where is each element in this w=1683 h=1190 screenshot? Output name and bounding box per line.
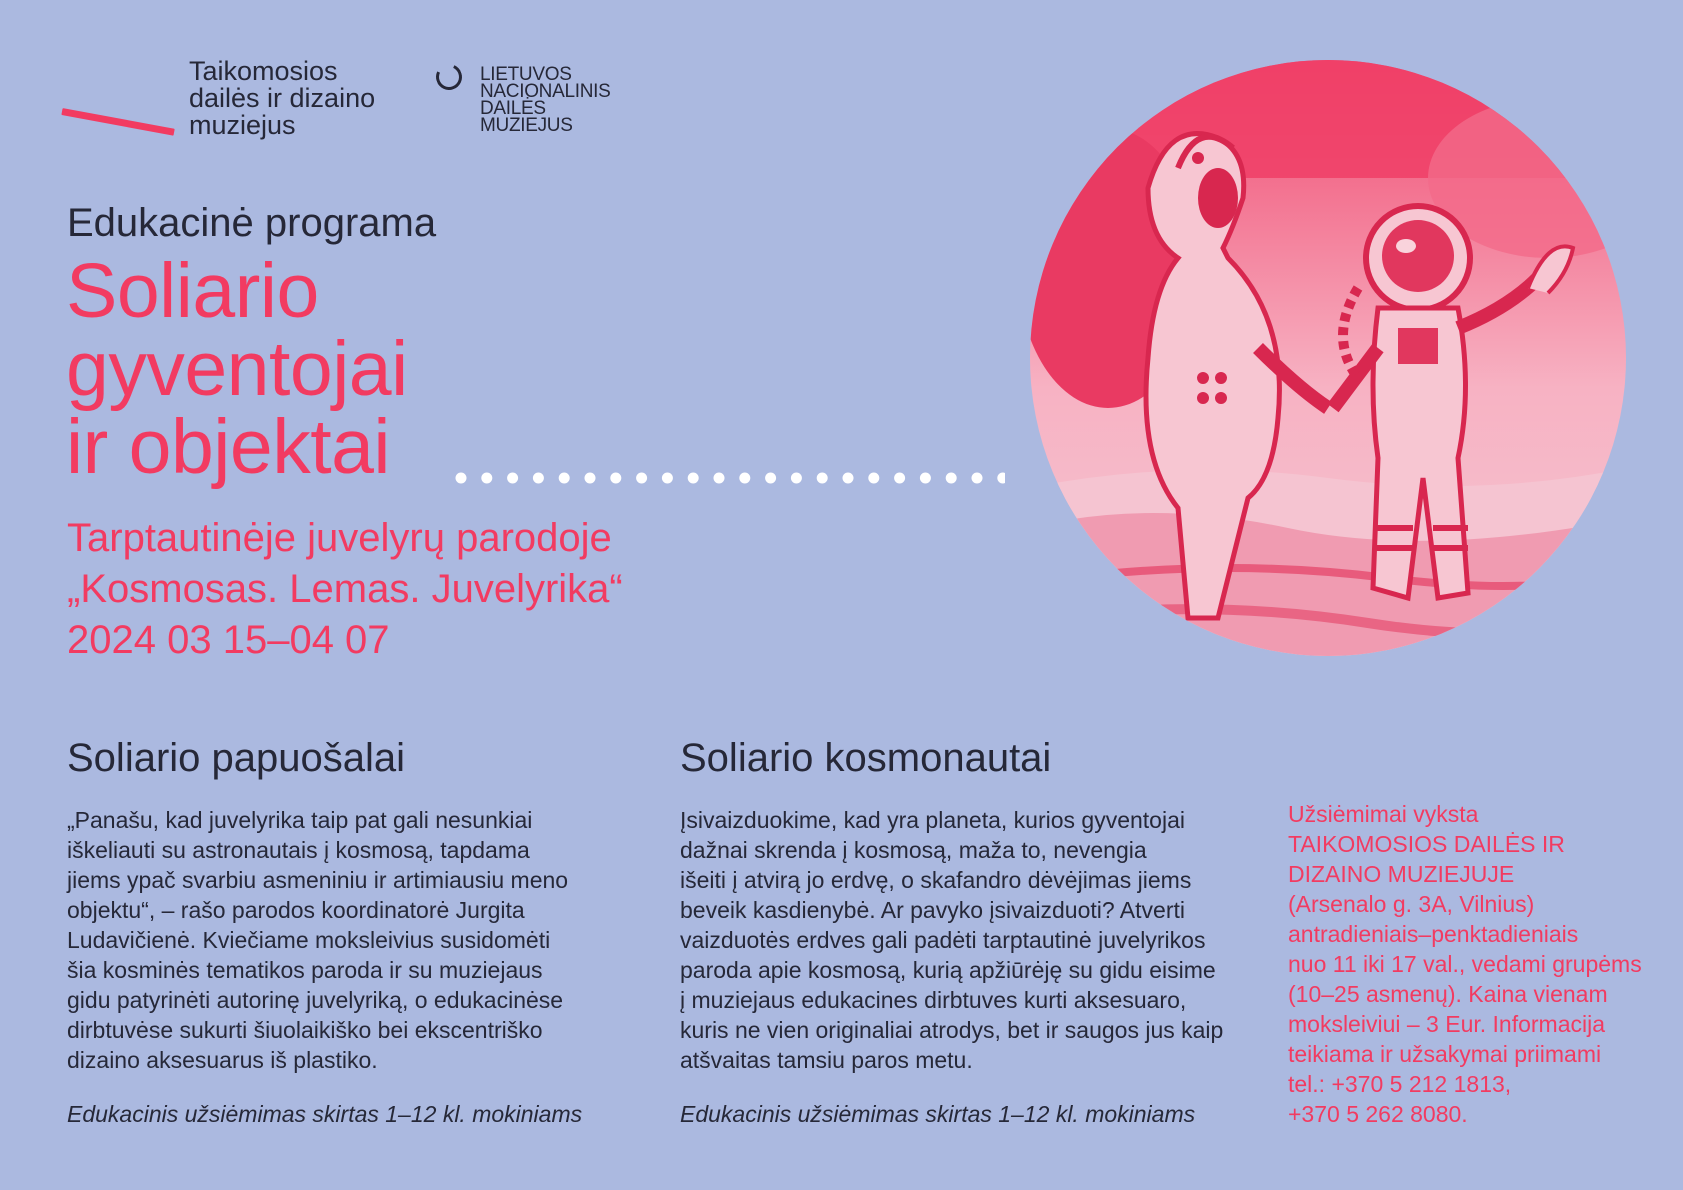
col2-body <box>680 805 1223 1075</box>
museum-logo-slash <box>61 108 174 136</box>
title-line: ir objektai <box>66 404 391 490</box>
col2-body-line: beveik kasdienybė. Ar pavyko įsivaizduoti? Atverti <box>680 897 1185 923</box>
col2-body-line: išeiti į atvirą jo erdvę, o skafandro dėvėjimas jiems <box>680 867 1192 893</box>
program-kicker: Edukacinė programa <box>67 201 437 245</box>
divider-dot <box>920 473 931 484</box>
visit-info <box>1288 799 1648 1129</box>
col1-body-line: dirbtuvėse sukurti šiuolaikiško bei ekscentriško <box>67 1017 543 1043</box>
exhibition-line: Tarptautinėje juvelyrų parodoje <box>67 516 612 560</box>
col1-body-line: gidu patyrinėti autorinę juvelyriką, o edukacinėse <box>67 987 564 1013</box>
divider-dot <box>868 473 879 484</box>
museum-logo-line: muziejus <box>189 110 296 140</box>
divider-dot <box>765 473 776 484</box>
info-line: DIZAINO MUZIEJUJE <box>1288 861 1515 887</box>
divider-dot <box>894 473 905 484</box>
col2-body-line: Įsivaizduokime, kad yra planeta, kurios gyventojai <box>680 807 1185 833</box>
divider-dot <box>739 473 750 484</box>
program-title <box>66 248 408 490</box>
national-museum-logo-text <box>480 66 611 134</box>
divider-dot <box>456 473 467 484</box>
info-line: (Arsenalo g. 3A, Vilnius) <box>1288 891 1535 917</box>
national-museum-ring-icon <box>432 60 465 93</box>
divider-dot <box>481 473 492 484</box>
title-line: gyventojai <box>66 326 408 412</box>
national-logo-line: NACIONALINIS <box>480 81 611 102</box>
col2-body-line: kuris ne vien originaliai atrodys, bet ir saugos jus kaip <box>680 1017 1224 1043</box>
divider-dot <box>507 473 518 484</box>
divider-dot <box>714 473 725 484</box>
divider-dot <box>688 473 699 484</box>
col1-note: Edukacinis užsiėmimas skirtas 1–12 kl. mokiniams <box>67 1101 583 1127</box>
national-logo-line: DAILĖS <box>480 98 546 119</box>
col1-title: Soliario papuošalai <box>67 736 406 780</box>
info-line: moksleiviui – 3 Eur. Informacija <box>1288 1011 1606 1037</box>
divider-dot <box>972 473 983 484</box>
divider-dot <box>997 473 1005 484</box>
col1-body-line: iškeliauti su astronautais į kosmosą, tapdama <box>67 837 530 863</box>
divider-dot <box>559 473 570 484</box>
divider-dot <box>946 473 957 484</box>
divider-dot <box>533 473 544 484</box>
col1-body-line: šia kosminės tematikos paroda ir su muziejaus <box>67 957 543 983</box>
astronaut-figurines-photo <box>1028 58 1628 658</box>
museum-logo-text <box>189 58 375 139</box>
col2-body-line: dažnai skrenda į kosmosą, maža to, nevengia <box>680 837 1147 863</box>
info-line: TAIKOMOSIOS DAILĖS IR <box>1288 831 1565 857</box>
divider-dot <box>636 473 647 484</box>
col2-body-line: vaizduotės erdves gali padėti tarptautinė juvelyrikos <box>680 927 1206 953</box>
col2-note: Edukacinis užsiėmimas skirtas 1–12 kl. mokiniams <box>680 1101 1196 1127</box>
divider-dot <box>817 473 828 484</box>
col1-body-line: objektu“, – rašo parodos koordinatorė Jurgita <box>67 897 525 923</box>
divider-dot <box>662 473 673 484</box>
col1-body <box>67 805 568 1075</box>
col2-body-line: į muziejaus edukacines dirbtuves kurti aksesuaro, <box>680 987 1187 1013</box>
exhibition-dates: 2024 03 15–04 07 <box>67 618 390 662</box>
phone-line: +370 5 262 8080. <box>1288 1101 1468 1127</box>
info-line: nuo 11 iki 17 val., vedami grupėms <box>1288 951 1642 977</box>
museum-logo-line: Taikomosios <box>189 56 338 86</box>
col1-body-line: „Panašu, kad juvelyrika taip pat gali nesunkiai <box>67 807 533 833</box>
col2-title: Soliario kosmonautai <box>680 736 1052 780</box>
col2-body-line: atšvaitas tamsiu paros metu. <box>680 1047 973 1073</box>
info-line: (10–25 asmenų). Kaina vienam <box>1288 981 1608 1007</box>
col1-body-line: jiems ypač svarbiu asmeniniu ir artimiausiu meno <box>67 867 569 893</box>
col2-body-line: paroda apie kosmosą, kurią apžiūrėję su gidu eisime <box>680 957 1216 983</box>
exhibition-line: „Kosmosas. Lemas. Juvelyrika“ <box>67 567 623 611</box>
col1-body-line: Ludavičienė. Kviečiame moksleivius susidomėti <box>67 927 551 953</box>
divider-dot <box>585 473 596 484</box>
divider-dot <box>610 473 621 484</box>
info-line: antradieniais–penktadieniais <box>1288 921 1579 947</box>
museum-logo-line: dailės ir dizaino <box>189 83 376 113</box>
info-line: Užsiėmimai vyksta <box>1288 801 1479 827</box>
info-line: teikiama ir užsakymai priimami <box>1288 1041 1602 1067</box>
exhibition-info <box>67 513 623 666</box>
col1-body-line: dizaino aksesuarus iš plastiko. <box>67 1047 378 1073</box>
divider-dot <box>843 473 854 484</box>
national-logo-line: LIETUVOS <box>480 64 572 85</box>
divider-dot <box>791 473 802 484</box>
dotted-divider <box>455 470 1005 486</box>
national-logo-line: MUZIEJUS <box>480 115 573 136</box>
phone-line: tel.: +370 5 212 1813, <box>1288 1071 1512 1097</box>
title-line: Soliario <box>66 248 319 334</box>
